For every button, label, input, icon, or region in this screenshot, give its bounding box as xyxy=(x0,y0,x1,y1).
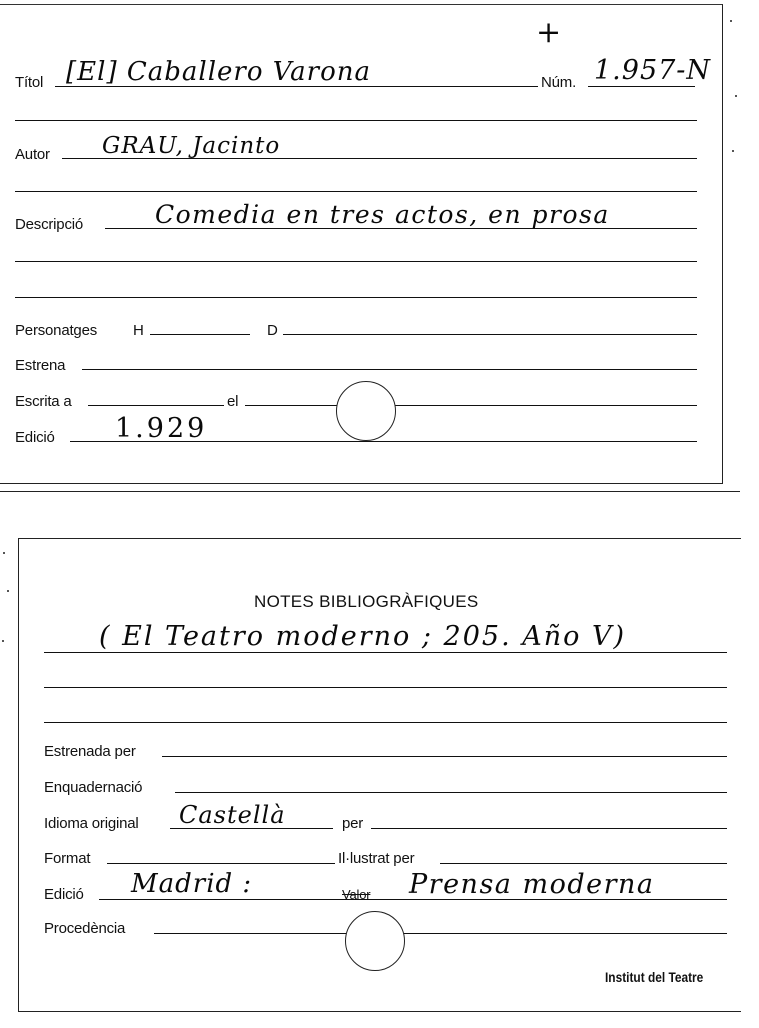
autor-field xyxy=(15,147,50,162)
valor-field xyxy=(342,887,370,902)
personatges-label: Personatges xyxy=(15,322,98,339)
d-field xyxy=(267,323,278,338)
scan-speck xyxy=(3,552,5,554)
titol-field xyxy=(15,75,43,90)
h-field xyxy=(133,323,144,338)
estrena-rule xyxy=(82,369,697,370)
estrena-field xyxy=(15,358,65,373)
punch-hole xyxy=(336,381,396,441)
punch-hole xyxy=(345,911,405,971)
per-rule xyxy=(371,828,727,829)
format-label: Format xyxy=(44,850,91,867)
blank-rule xyxy=(15,120,697,121)
blank-rule xyxy=(15,191,697,192)
num-label: Núm. xyxy=(541,74,577,91)
escrita-rule xyxy=(88,405,224,406)
edicio-field xyxy=(44,887,84,902)
procedencia-label: Procedència xyxy=(44,920,126,937)
d-rule xyxy=(283,334,697,335)
blank-rule xyxy=(15,297,697,298)
titol-value: [El] Caballero Varona xyxy=(66,57,371,87)
d-label: D xyxy=(267,322,278,339)
estrenada-rule xyxy=(162,756,727,757)
escrita-field xyxy=(15,394,72,409)
edicio-field xyxy=(15,430,55,445)
notes-rule xyxy=(44,652,727,653)
enquadernacio-field xyxy=(44,780,142,795)
edicio-label: Edició xyxy=(44,886,84,903)
scan-speck xyxy=(730,20,732,22)
scan-speck xyxy=(735,95,737,97)
notes-value: ( El Teatro moderno ; 205. Año V) xyxy=(99,621,627,652)
idioma-value: Castellà xyxy=(179,801,286,829)
escrita-label: Escrita a xyxy=(15,393,72,410)
descripcio-label: Descripció xyxy=(15,216,84,233)
il-lustrat-rule xyxy=(440,863,727,864)
scan-speck xyxy=(732,150,734,152)
idioma-label: Idioma original xyxy=(44,815,139,832)
valor-label: Valor xyxy=(342,887,371,902)
personatges-field xyxy=(15,323,97,338)
el-field xyxy=(227,394,238,409)
num-rule xyxy=(588,86,695,87)
cross-mark: + xyxy=(536,15,563,50)
notes-rule xyxy=(44,687,727,688)
catalog-card-back xyxy=(18,538,741,1012)
num-field xyxy=(541,75,576,90)
scan-speck xyxy=(7,590,9,592)
descripcio-value: Comedia en tres actos, en prosa xyxy=(155,200,610,229)
valor-value: Prensa moderna xyxy=(409,869,655,900)
estrenada-label: Estrenada per xyxy=(44,743,136,760)
num-value: 1.957-N xyxy=(594,55,712,86)
enquadernacio-label: Enquadernació xyxy=(44,779,143,796)
format-field xyxy=(44,851,90,866)
estrenada-field xyxy=(44,744,136,759)
scan-divider xyxy=(0,491,740,492)
h-rule xyxy=(150,334,250,335)
autor-value: GRAU, Jacinto xyxy=(102,133,281,159)
edicio-value: 1.929 xyxy=(115,413,208,444)
el-label: el xyxy=(227,393,239,410)
il-lustrat-label: Il·lustrat per xyxy=(338,850,415,867)
procedencia-rule xyxy=(154,933,727,934)
edicio-value: Madrid : xyxy=(131,869,253,899)
notes-heading: NOTES BIBLIOGRÀFIQUES xyxy=(254,592,479,611)
catalog-card-front xyxy=(0,4,723,484)
scan-speck xyxy=(2,640,4,642)
institution-imprint: Institut del Teatre xyxy=(605,969,704,985)
edicio-label: Edició xyxy=(15,429,55,446)
per-label: per xyxy=(342,815,364,832)
estrena-label: Estrena xyxy=(15,357,66,374)
procedencia-field xyxy=(44,921,125,936)
notes-rule xyxy=(44,722,727,723)
titol-label: Títol xyxy=(15,74,44,91)
enquadernacio-rule xyxy=(175,792,727,793)
autor-label: Autor xyxy=(15,146,50,163)
h-label: H xyxy=(133,322,144,339)
il-lustrat-field xyxy=(338,851,414,866)
blank-rule xyxy=(15,261,697,262)
format-rule xyxy=(107,863,335,864)
descripcio-field xyxy=(15,217,83,232)
per-field xyxy=(342,816,363,831)
idioma-field xyxy=(44,816,139,831)
el-rule xyxy=(245,405,697,406)
